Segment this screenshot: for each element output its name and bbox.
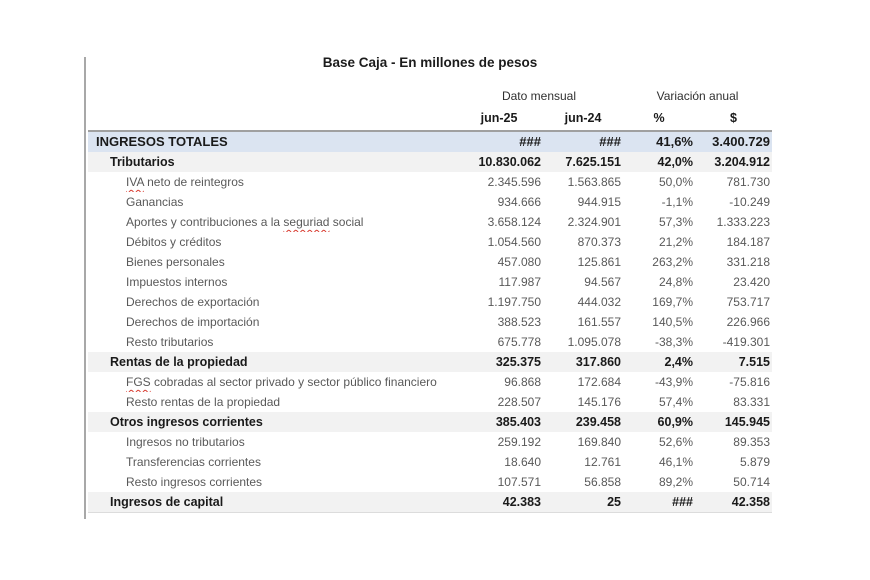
cell-jun-25: 18.640 <box>504 455 541 469</box>
cell-variation-amount: 89.353 <box>733 435 770 449</box>
cell-variation-pct: 21,2% <box>658 235 693 249</box>
cell-jun-25: 42.383 <box>502 495 541 509</box>
table-row <box>88 352 772 372</box>
column-group-spacer <box>88 86 455 106</box>
table-row <box>88 492 772 512</box>
cell-variation-pct: 24,8% <box>658 275 693 289</box>
column-header-jun-24: jun-24 <box>564 111 602 125</box>
cell-jun-24: 7.625.151 <box>565 155 621 169</box>
cell-jun-25: 388.523 <box>497 315 541 329</box>
row-label: Transferencias corrientes <box>126 455 261 469</box>
cell-jun-24: 12.761 <box>584 455 621 469</box>
cell-jun-24: 125.861 <box>577 255 621 269</box>
table-row <box>88 152 772 172</box>
row-label: Tributarios <box>110 155 175 169</box>
table-row <box>88 312 772 332</box>
cell-variation-pct: 169,7% <box>652 295 693 309</box>
cell-variation-pct: 60,9% <box>657 415 693 429</box>
cell-jun-25: 1.197.750 <box>487 295 541 309</box>
row-label: Derechos de importación <box>126 315 260 329</box>
cell-variation-amount: 5.879 <box>739 455 770 469</box>
cell-jun-25: 107.571 <box>497 475 541 489</box>
cell-jun-24: 444.032 <box>577 295 621 309</box>
cell-jun-25: 1.054.560 <box>487 235 541 249</box>
cell-variation-amount: -419.301 <box>722 335 770 349</box>
misspelled-word: IVA <box>126 175 144 189</box>
cell-variation-pct: 50,0% <box>658 175 693 189</box>
cell-variation-pct: 57,3% <box>658 215 693 229</box>
cell-jun-24: 870.373 <box>577 235 621 249</box>
cell-variation-amount: 331.218 <box>726 255 770 269</box>
cell-jun-25: 10.830.062 <box>478 155 541 169</box>
cell-jun-24: 239.458 <box>575 415 621 429</box>
report-title: Base Caja - En millones de pesos <box>322 55 538 70</box>
column-header-jun-25: jun-25 <box>480 111 518 125</box>
cell-variation-amount: 145.945 <box>724 415 770 429</box>
cell-jun-25: 325.375 <box>495 355 541 369</box>
cell-jun-24: 145.176 <box>577 395 621 409</box>
column-group-dato-mensual: Dato mensual <box>501 89 577 103</box>
cell-jun-25: 934.666 <box>497 195 541 209</box>
cell-variation-amount: 226.966 <box>726 315 770 329</box>
cell-variation-pct: ### <box>672 495 693 509</box>
table-row <box>88 292 772 312</box>
row-label: Ingresos no tributarios <box>126 435 245 449</box>
row-label: Aportes y contribuciones a la seguriad social <box>126 215 364 229</box>
cell-variation-pct: 52,6% <box>658 435 693 449</box>
cell-jun-24: 172.684 <box>577 375 621 389</box>
table-row <box>88 392 772 412</box>
column-header-row <box>88 106 772 130</box>
cell-variation-amount: -10.249 <box>729 195 770 209</box>
cell-jun-24: 317.860 <box>575 355 621 369</box>
cell-jun-24: 1.095.078 <box>567 335 621 349</box>
misspelled-word: seguriad <box>283 215 330 229</box>
left-border-line <box>84 57 86 519</box>
cell-jun-25: 228.507 <box>497 395 541 409</box>
row-label: Impuestos internos <box>126 275 228 289</box>
cell-jun-24: 94.567 <box>584 275 621 289</box>
table-row <box>88 272 772 292</box>
cell-variation-amount: 781.730 <box>726 175 770 189</box>
cell-variation-amount: 83.331 <box>733 395 770 409</box>
cell-jun-25: 96.868 <box>504 375 541 389</box>
cell-variation-amount: 3.400.729 <box>712 134 770 149</box>
cell-jun-25: 675.778 <box>497 335 541 349</box>
row-label: Derechos de exportación <box>126 295 260 309</box>
cell-variation-amount: 184.187 <box>726 235 770 249</box>
cell-variation-pct: -43,9% <box>654 375 693 389</box>
cell-jun-24: 56.858 <box>584 475 621 489</box>
table-row <box>88 192 772 212</box>
table-row <box>88 452 772 472</box>
cell-jun-25: 259.192 <box>497 435 541 449</box>
cell-jun-24: 25 <box>607 495 621 509</box>
table-row <box>88 132 772 152</box>
table-row <box>88 232 772 252</box>
cell-variation-amount: 23.420 <box>733 275 770 289</box>
cell-variation-amount: 1.333.223 <box>716 215 770 229</box>
cell-variation-pct: -1,1% <box>661 195 693 209</box>
table-row <box>88 372 772 392</box>
table-row <box>88 472 772 492</box>
cell-variation-pct: 46,1% <box>658 455 693 469</box>
row-label: Ingresos de capital <box>110 495 224 509</box>
cell-variation-pct: 57,4% <box>658 395 693 409</box>
cell-jun-25: 385.403 <box>495 415 541 429</box>
row-label: FGS cobradas al sector privado y sector público financiero <box>126 375 437 389</box>
row-label: IVA neto de reintegros <box>126 175 244 189</box>
cell-jun-25: 2.345.596 <box>487 175 541 189</box>
table-row <box>88 412 772 432</box>
cell-variation-amount: 753.717 <box>726 295 770 309</box>
cell-jun-25: 117.987 <box>498 275 541 289</box>
cell-variation-pct: -38,3% <box>654 335 693 349</box>
row-label: Resto rentas de la propiedad <box>126 395 281 409</box>
row-label: Otros ingresos corrientes <box>110 415 263 429</box>
cell-jun-25: ### <box>519 134 541 149</box>
table-rows <box>88 130 772 513</box>
column-group-header-row <box>88 86 772 106</box>
cell-jun-24: ### <box>599 134 621 149</box>
report <box>88 54 772 513</box>
cell-jun-25: 3.658.124 <box>487 215 541 229</box>
cell-variation-amount: 3.204.912 <box>714 155 770 169</box>
cell-variation-amount: -75.816 <box>729 375 770 389</box>
row-label: Resto tributarios <box>126 335 214 349</box>
cell-jun-24: 169.840 <box>577 435 621 449</box>
cell-jun-25: 457.080 <box>497 255 541 269</box>
cell-variation-amount: 42.358 <box>731 495 770 509</box>
row-label: Ganancias <box>126 195 184 209</box>
row-label: Bienes personales <box>126 255 225 269</box>
table-row <box>88 172 772 192</box>
cell-jun-24: 944.915 <box>577 195 621 209</box>
cell-variation-amount: 50.714 <box>733 475 770 489</box>
table-row <box>88 212 772 232</box>
cell-jun-24: 161.557 <box>577 315 621 329</box>
column-group-variacion-anual: Variación anual <box>656 89 739 103</box>
row-label: Resto ingresos corrientes <box>126 475 263 489</box>
cell-variation-pct: 2,4% <box>664 355 693 369</box>
cell-variation-pct: 263,2% <box>652 255 693 269</box>
table-row <box>88 332 772 352</box>
misspelled-word: FGS <box>126 375 151 389</box>
row-label: Rentas de la propiedad <box>110 355 248 369</box>
row-label: INGRESOS TOTALES <box>96 134 228 149</box>
cell-variation-pct: 89,2% <box>658 475 693 489</box>
column-header-spacer <box>88 106 455 130</box>
cell-jun-24: 1.563.865 <box>567 175 621 189</box>
table-row <box>88 432 772 452</box>
cell-jun-24: 2.324.901 <box>567 215 621 229</box>
cell-variation-pct: 41,6% <box>656 134 693 149</box>
cell-variation-pct: 42,0% <box>657 155 693 169</box>
row-label: Débitos y créditos <box>126 235 222 249</box>
cell-variation-amount: 7.515 <box>738 355 770 369</box>
cell-variation-pct: 140,5% <box>652 315 693 329</box>
table-row <box>88 252 772 272</box>
column-header-amount: $ <box>730 111 737 125</box>
column-header-pct: % <box>653 111 665 125</box>
